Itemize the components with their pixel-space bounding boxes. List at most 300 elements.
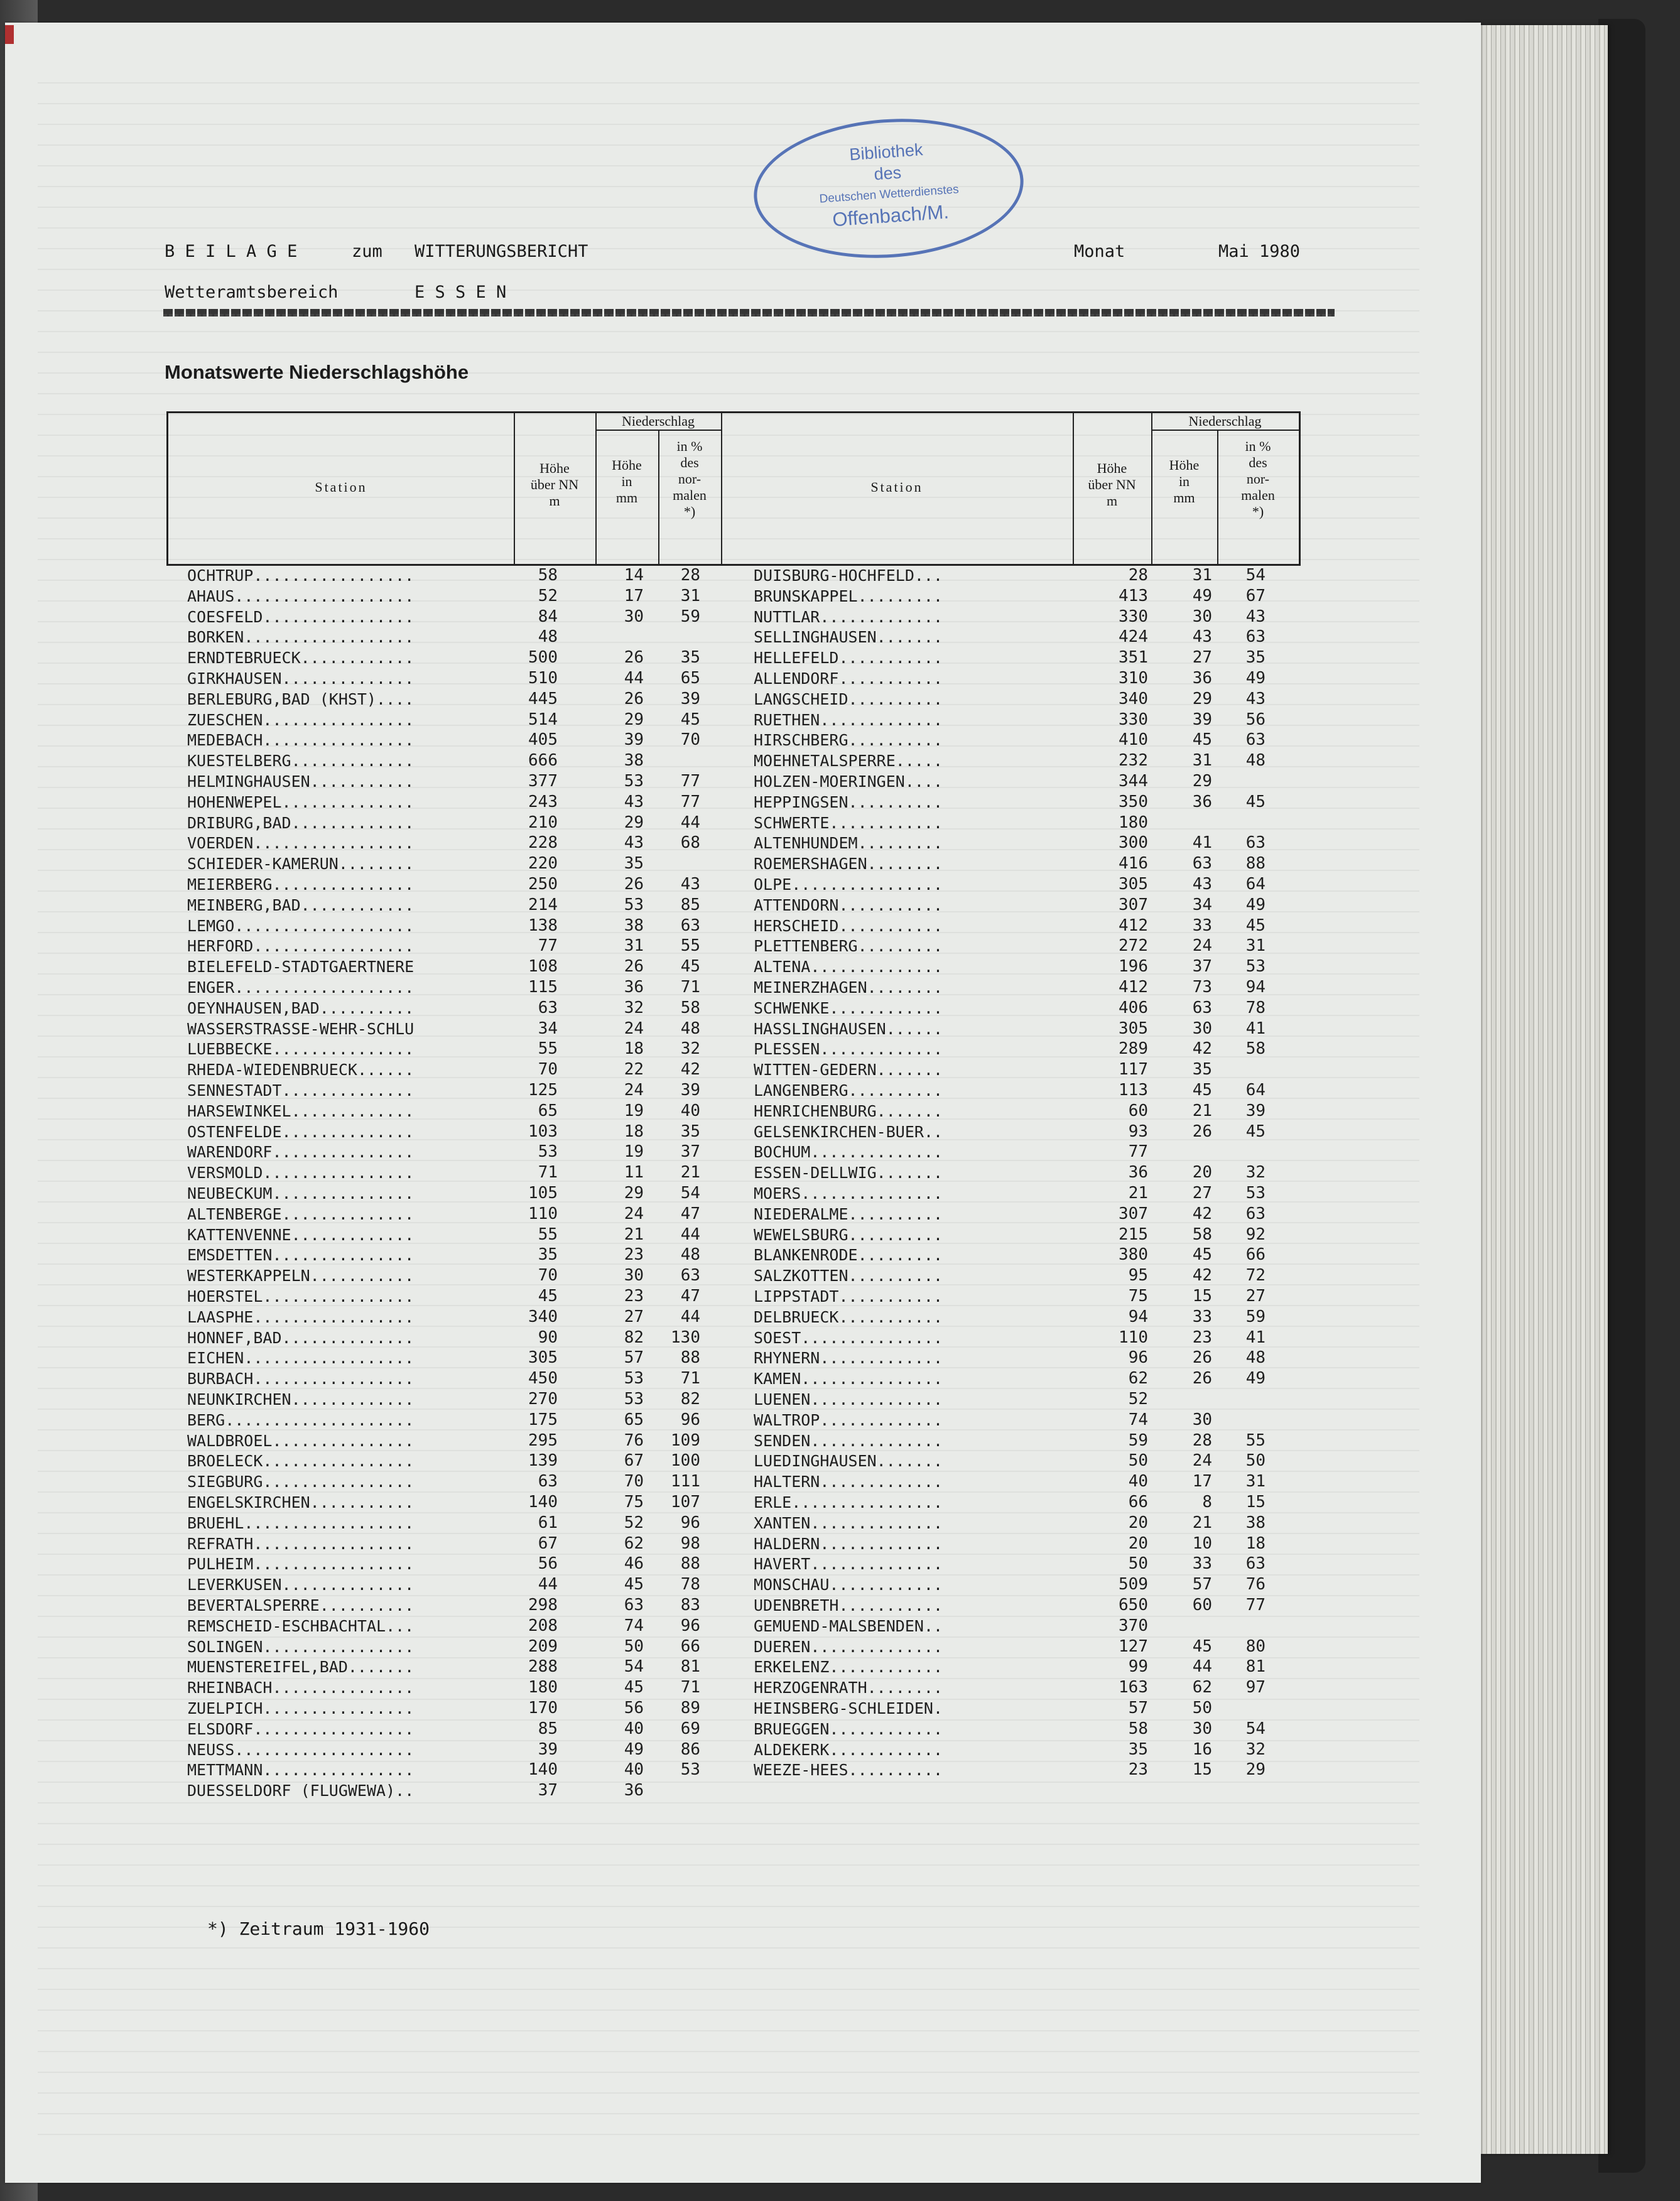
dot-leader: .............. — [281, 1328, 415, 1347]
niederschlag-prozent-value: 45 — [1245, 916, 1265, 935]
niederschlag-prozent-value: 41 — [1245, 1328, 1265, 1347]
station-name — [754, 565, 943, 586]
niederschlag-mm-value: 43 — [624, 833, 644, 853]
hoehe-nn-value: 20 — [1128, 1513, 1148, 1532]
niederschlag-mm-value: 11 — [624, 1163, 644, 1182]
station-label: MONSCHAU — [754, 1576, 830, 1594]
hoehe-nn-value: 450 — [528, 1369, 558, 1388]
station-label: SIEGBURG — [187, 1473, 263, 1491]
station-name — [187, 1059, 414, 1080]
station-label: ERKELENZ — [754, 1658, 830, 1677]
station-name — [187, 853, 414, 874]
niederschlag-prozent-value: 35 — [680, 1122, 700, 1141]
dot-leader: .................... — [225, 1410, 415, 1429]
station-name — [754, 647, 943, 668]
niederschlag-mm-value: 45 — [1192, 1636, 1212, 1656]
dot-leader: ................ — [263, 1287, 415, 1306]
station-name — [187, 956, 414, 977]
station-name — [187, 627, 414, 647]
niederschlag-mm-value: 62 — [1192, 1678, 1212, 1697]
hoehe-nn-value: 180 — [1119, 813, 1148, 832]
station-name — [187, 977, 414, 998]
dot-leader: ................. — [253, 937, 415, 956]
niederschlag-prozent-value: 31 — [1245, 1472, 1265, 1491]
niederschlag-prozent-value: 66 — [680, 1636, 700, 1656]
dot-leader: ............. — [820, 1349, 943, 1368]
station-name — [754, 853, 943, 874]
dot-leader: .......... — [848, 1267, 943, 1285]
niederschlag-prozent-value: 81 — [1245, 1657, 1265, 1677]
dot-leader: ................. — [253, 1307, 415, 1326]
dot-leader: ................. — [253, 1719, 415, 1738]
niederschlag-mm-value: 31 — [1192, 566, 1212, 585]
hoehe-nn-value: 138 — [528, 916, 558, 935]
niederschlag-mm-value: 27 — [624, 1307, 644, 1326]
niederschlag-mm-value: 36 — [624, 1781, 644, 1800]
dot-leader: ......... — [857, 1246, 943, 1265]
niederschlag-prozent-value: 41 — [1245, 1019, 1265, 1038]
station-name — [754, 792, 943, 813]
niederschlag-mm-value: 15 — [1192, 1760, 1212, 1780]
niederschlag-mm-value: 21 — [624, 1225, 644, 1244]
station-label: OEYNHAUSEN,BAD — [187, 998, 320, 1017]
dot-leader: ........... — [838, 895, 943, 914]
dot-leader: ................... — [234, 978, 415, 997]
niederschlag-prozent-value: 53 — [1245, 1184, 1265, 1203]
hoehe-nn-value: 35 — [1128, 1739, 1148, 1759]
hoehe-nn-value: 44 — [538, 1575, 558, 1594]
niederschlag-mm-value: 44 — [624, 669, 644, 688]
niederschlag-prozent-value: 130 — [671, 1328, 700, 1347]
station-name — [187, 1616, 414, 1636]
niederschlag-prozent-value: 39 — [680, 689, 700, 708]
niederschlag-prozent-value: 96 — [680, 1513, 700, 1532]
hoehe-nn-value: 84 — [538, 607, 558, 626]
hoehe-nn-value: 108 — [528, 957, 558, 976]
station-name — [754, 689, 943, 710]
station-name — [754, 1595, 943, 1616]
station-label: SOEST — [754, 1328, 801, 1347]
niederschlag-prozent-value: 96 — [680, 1616, 700, 1635]
dot-leader: ........... — [838, 649, 943, 668]
hoehe-nn-value: 39 — [538, 1739, 558, 1759]
niederschlag-prozent-value: 63 — [680, 1266, 700, 1285]
niederschlag-mm-value: 42 — [1192, 1266, 1212, 1285]
station-name — [754, 1348, 943, 1368]
station-label: HERFORD — [187, 937, 254, 956]
dot-leader: ....... — [876, 1164, 943, 1182]
dot-leader: .......... — [848, 1204, 943, 1223]
station-name — [754, 750, 943, 771]
station-name — [187, 710, 414, 730]
niederschlag-prozent-value: 18 — [1245, 1533, 1265, 1553]
station-name — [754, 1698, 943, 1719]
niederschlag-mm-value: 70 — [624, 1472, 644, 1491]
hoehe-nn-value: 215 — [1119, 1225, 1148, 1244]
hoehe-nn-value: 412 — [1119, 916, 1148, 935]
station-name — [187, 1183, 414, 1204]
niederschlag-mm-value: 65 — [624, 1410, 644, 1429]
hoehe-nn-value: 139 — [528, 1451, 558, 1471]
niederschlag-prozent-value: 63 — [1245, 1554, 1265, 1574]
niederschlag-mm-value: 33 — [1192, 1554, 1212, 1574]
niederschlag-mm-value: 24 — [1192, 1451, 1212, 1471]
station-name — [754, 1719, 943, 1739]
station-name — [187, 1410, 414, 1430]
niederschlag-prozent-value: 32 — [680, 1039, 700, 1059]
hoehe-nn-value: 60 — [1128, 1101, 1148, 1120]
niederschlag-prozent-value: 107 — [671, 1493, 700, 1511]
niederschlag-mm-value: 45 — [1192, 1245, 1212, 1265]
dot-leader: ...... — [886, 1019, 943, 1038]
dot-leader: ........... — [838, 1307, 943, 1326]
hoehe-nn-value: 228 — [528, 833, 558, 853]
station-label: NEUNKIRCHEN — [187, 1390, 291, 1409]
hoehe-nn-value: 208 — [528, 1616, 558, 1635]
station-label: LANGSCHEID — [754, 690, 848, 708]
station-label: UDENBRETH — [754, 1596, 839, 1614]
niederschlag-prozent-value: 15 — [1245, 1493, 1265, 1511]
niederschlag-prozent-value: 98 — [680, 1533, 700, 1553]
dot-leader: ................ — [791, 875, 943, 894]
hoehe-nn-value: 34 — [538, 1019, 558, 1038]
hoehe-nn-value: 220 — [528, 854, 558, 873]
station-label: PLESSEN — [754, 1040, 820, 1059]
niederschlag-mm-value: 42 — [1192, 1039, 1212, 1059]
hoehe-nn-value: 140 — [528, 1493, 558, 1511]
niederschlag-mm-value: 29 — [624, 710, 644, 729]
station-label: RUETHEN — [754, 710, 820, 729]
station-label: RHYNERN — [754, 1349, 820, 1368]
niederschlag-mm-value: 57 — [624, 1348, 644, 1368]
dot-leader: ............. — [291, 1390, 415, 1409]
station-name — [754, 1513, 943, 1533]
dot-leader: ........... — [838, 916, 943, 935]
station-name — [187, 1719, 414, 1739]
header-hoehe-nn-right: Höhe über NN m — [1088, 460, 1136, 509]
station-label: HELLEFELD — [754, 649, 839, 668]
niederschlag-prozent-value: 43 — [1245, 689, 1265, 708]
niederschlag-prozent-value: 45 — [1245, 1122, 1265, 1141]
station-label: ATTENDORN — [754, 895, 839, 914]
niederschlag-prozent-value: 63 — [680, 916, 700, 935]
station-label: REMSCHEID-ESCHBACHTAL — [187, 1616, 386, 1635]
station-label: ZUELPICH — [187, 1699, 263, 1717]
hoehe-nn-value: 232 — [1119, 751, 1148, 771]
dot-leader: ............. — [291, 752, 415, 771]
dot-leader: ............... — [272, 1679, 415, 1697]
footnote: *) Zeitraum 1931-1960 — [207, 1918, 430, 1939]
dot-leader: . — [933, 1699, 943, 1717]
hoehe-nn-value: 298 — [528, 1596, 558, 1614]
niederschlag-prozent-value: 78 — [1245, 998, 1265, 1017]
station-name — [187, 1657, 414, 1677]
station-label: MEINERZHAGEN — [754, 978, 867, 997]
niederschlag-mm-value: 21 — [1192, 1101, 1212, 1120]
niederschlag-mm-value: 17 — [624, 586, 644, 605]
station-label: LANGENBERG — [754, 1081, 848, 1100]
niederschlag-mm-value: 22 — [624, 1060, 644, 1079]
niederschlag-prozent-value: 82 — [680, 1390, 700, 1409]
station-label: SCHWENKE — [754, 998, 830, 1017]
hoehe-nn-value: 406 — [1119, 998, 1148, 1017]
station-name — [754, 607, 943, 627]
station-label: ROEMERSHAGEN — [754, 855, 867, 873]
niederschlag-prozent-value: 40 — [680, 1101, 700, 1120]
niederschlag-prozent-value: 85 — [680, 895, 700, 914]
station-label: BLANKENRODE — [754, 1246, 858, 1265]
niederschlag-prozent-value: 58 — [1245, 1039, 1265, 1059]
table-header — [166, 411, 1301, 566]
station-name — [187, 689, 414, 710]
niederschlag-prozent-value: 86 — [680, 1739, 700, 1759]
niederschlag-mm-value: 23 — [1192, 1328, 1212, 1347]
dot-leader: ............. — [820, 1473, 943, 1491]
hoehe-nn-value: 115 — [528, 978, 558, 997]
niederschlag-mm-value: 29 — [1192, 689, 1212, 708]
station-label: LAASPHE — [187, 1307, 254, 1326]
dot-leader: .............. — [281, 1204, 415, 1223]
dot-leader: ........ — [338, 855, 415, 873]
niederschlag-prozent-value: 49 — [1245, 895, 1265, 914]
station-name — [187, 1307, 414, 1328]
niederschlag-mm-value: 36 — [1192, 669, 1212, 688]
station-name — [754, 813, 943, 833]
niederschlag-prozent-value: 109 — [671, 1430, 700, 1450]
niederschlag-mm-value: 36 — [624, 978, 644, 997]
niederschlag-prozent-value: 54 — [1245, 566, 1265, 585]
dot-leader: ............... — [272, 1143, 415, 1162]
niederschlag-mm-value: 27 — [1192, 648, 1212, 668]
niederschlag-mm-value: 63 — [624, 1596, 644, 1614]
station-label: HOHENWEPEL — [187, 792, 282, 811]
niederschlag-prozent-value: 70 — [680, 730, 700, 750]
station-label: WARENDORF — [187, 1143, 273, 1162]
niederschlag-mm-value: 29 — [1192, 772, 1212, 791]
niederschlag-prozent-value: 21 — [680, 1163, 700, 1182]
niederschlag-prozent-value: 43 — [1245, 607, 1265, 626]
station-name — [754, 1451, 943, 1471]
hoehe-nn-value: 350 — [1119, 792, 1148, 811]
dot-leader: ............. — [291, 1101, 415, 1120]
hoehe-nn-value: 62 — [1128, 1369, 1148, 1388]
niederschlag-prozent-value: 48 — [1245, 751, 1265, 771]
niederschlag-prozent-value: 88 — [680, 1348, 700, 1368]
bereich-label: Wetteramtsbereich — [165, 283, 339, 302]
hoehe-nn-value: 270 — [528, 1390, 558, 1409]
station-name — [754, 1019, 943, 1039]
station-label: DUESSELDORF (FLUGWEWA) — [187, 1782, 396, 1800]
station-label: DUEREN — [754, 1637, 811, 1656]
station-label: NUTTLAR — [754, 607, 820, 626]
dot-leader: ............ — [829, 1658, 943, 1677]
niederschlag-mm-value: 31 — [1192, 751, 1212, 771]
station-label: OLPE — [754, 875, 792, 894]
hoehe-nn-value: 424 — [1119, 627, 1148, 647]
niederschlag-mm-value: 28 — [1192, 1430, 1212, 1450]
station-name — [754, 1328, 943, 1348]
dot-leader: .............. — [810, 958, 943, 976]
dot-leader: .......... — [848, 731, 943, 750]
niederschlag-mm-value: 43 — [1192, 627, 1212, 647]
station-name — [187, 1019, 414, 1039]
hoehe-nn-value: 209 — [528, 1636, 558, 1656]
dot-leader: .......... — [848, 1225, 943, 1244]
dot-leader: ......... — [857, 834, 943, 853]
hoehe-nn-value: 243 — [528, 792, 558, 811]
station-label: BROELECK — [187, 1452, 263, 1471]
niederschlag-prozent-value: 67 — [1245, 586, 1265, 605]
dot-leader: ................ — [263, 1699, 415, 1717]
niederschlag-prozent-value: 69 — [680, 1719, 700, 1738]
station-label: VOERDEN — [187, 834, 254, 853]
dot-leader: ............... — [801, 1370, 943, 1388]
niederschlag-prozent-value: 80 — [1245, 1636, 1265, 1656]
niederschlag-prozent-value: 63 — [1245, 627, 1265, 647]
station-name — [187, 1204, 414, 1225]
niederschlag-prozent-value: 38 — [1245, 1513, 1265, 1532]
bericht-label: WITTERUNGSBERICHT — [415, 242, 588, 261]
dot-leader: ... — [914, 566, 943, 585]
station-name — [754, 1225, 943, 1245]
station-name — [187, 1554, 414, 1574]
niederschlag-mm-value: 18 — [624, 1122, 644, 1141]
niederschlag-prozent-value: 44 — [680, 813, 700, 832]
niederschlag-mm-value: 58 — [1192, 1225, 1212, 1244]
hoehe-nn-value: 330 — [1119, 710, 1148, 729]
niederschlag-mm-value: 30 — [1192, 1410, 1212, 1429]
hoehe-nn-value: 103 — [528, 1122, 558, 1141]
dot-leader: .............. — [810, 1390, 943, 1409]
hoehe-nn-value: 93 — [1128, 1122, 1148, 1141]
hoehe-nn-value: 340 — [528, 1307, 558, 1326]
dot-leader: ............ — [300, 649, 415, 668]
niederschlag-prozent-value: 45 — [1245, 792, 1265, 811]
station-name — [754, 1101, 943, 1122]
station-label: WALTROP — [754, 1410, 820, 1429]
station-name — [754, 1204, 943, 1225]
niederschlag-mm-value: 38 — [624, 916, 644, 935]
station-name — [754, 1368, 943, 1389]
hoehe-nn-value: 110 — [528, 1204, 558, 1223]
niederschlag-prozent-value: 66 — [1245, 1245, 1265, 1265]
hoehe-nn-value: 77 — [1128, 1142, 1148, 1162]
station-name — [187, 1533, 414, 1554]
station-label: NIEDERALME — [754, 1204, 848, 1223]
station-name — [187, 668, 414, 689]
dot-leader: ............. — [820, 710, 943, 729]
niederschlag-prozent-value: 42 — [680, 1060, 700, 1079]
niederschlag-mm-value: 53 — [624, 772, 644, 791]
hoehe-nn-value: 214 — [528, 895, 558, 914]
station-label: MOEHNETALSPERRE — [754, 752, 896, 771]
station-name — [754, 1430, 943, 1451]
station-name — [754, 936, 943, 956]
niederschlag-mm-value: 30 — [624, 1266, 644, 1285]
niederschlag-prozent-value: 35 — [680, 648, 700, 668]
hoehe-nn-value: 59 — [1128, 1430, 1148, 1450]
dot-leader: ............. — [291, 813, 415, 832]
niederschlag-prozent-value: 27 — [1245, 1287, 1265, 1306]
niederschlag-prozent-value: 59 — [680, 607, 700, 626]
station-name — [187, 998, 414, 1019]
niederschlag-prozent-value: 31 — [1245, 936, 1265, 956]
station-name — [754, 1616, 943, 1636]
dot-leader: ......... — [857, 587, 943, 605]
dot-leader: ................... — [234, 1740, 415, 1759]
hoehe-nn-value: 330 — [1119, 607, 1148, 626]
hoehe-nn-value: 416 — [1119, 854, 1148, 873]
station-label: NEUBECKUM — [187, 1184, 273, 1203]
dot-leader: ............ — [829, 813, 943, 832]
station-label: BOCHUM — [754, 1143, 811, 1162]
hoehe-nn-value: 170 — [528, 1699, 558, 1717]
station-label: HONNEF,BAD — [187, 1328, 282, 1347]
hoehe-nn-value: 66 — [1128, 1493, 1148, 1511]
page-title: Monatswerte Niederschlagshöhe — [165, 361, 469, 383]
station-name — [187, 1513, 414, 1533]
niederschlag-mm-value: 39 — [1192, 710, 1212, 729]
station-label: LEVERKUSEN — [187, 1576, 282, 1594]
niederschlag-mm-value: 60 — [1192, 1596, 1212, 1614]
niederschlag-prozent-value: 63 — [1245, 1204, 1265, 1223]
niederschlag-mm-value: 21 — [1192, 1513, 1212, 1532]
niederschlag-mm-value: 45 — [1192, 730, 1212, 750]
station-name — [754, 998, 943, 1019]
station-label: ESSEN-DELLWIG — [754, 1164, 877, 1182]
hoehe-nn-value: 180 — [528, 1678, 558, 1697]
station-name — [754, 1059, 943, 1080]
dot-leader: ............ — [300, 895, 415, 914]
hoehe-nn-value: 412 — [1119, 978, 1148, 997]
hoehe-nn-value: 35 — [538, 1245, 558, 1265]
station-name — [754, 1286, 943, 1307]
niederschlag-mm-value: 43 — [624, 792, 644, 811]
niederschlag-mm-value: 62 — [624, 1533, 644, 1553]
niederschlag-mm-value: 49 — [1192, 586, 1212, 605]
niederschlag-prozent-value: 35 — [1245, 648, 1265, 668]
station-label: GELSENKIRCHEN-BUER — [754, 1122, 924, 1141]
hoehe-nn-value: 445 — [528, 689, 558, 708]
niederschlag-mm-value: 45 — [624, 1678, 644, 1697]
station-label: HEINSBERG-SCHLEIDEN — [754, 1699, 933, 1717]
niederschlag-mm-value: 54 — [624, 1657, 644, 1677]
dot-leader: .. — [923, 1616, 943, 1635]
niederschlag-prozent-value: 92 — [1245, 1225, 1265, 1244]
dot-leader: ........... — [310, 1267, 415, 1285]
niederschlag-mm-value: 17 — [1192, 1472, 1212, 1491]
niederschlag-prozent-value: 96 — [680, 1410, 700, 1429]
station-label: RHEINBACH — [187, 1679, 273, 1697]
station-label: BERLEBURG,BAD (KHST) — [187, 690, 377, 708]
dot-leader: ........... — [310, 772, 415, 791]
niederschlag-mm-value: 26 — [624, 875, 644, 894]
station-label: EICHEN — [187, 1349, 244, 1368]
zum-label: zum — [352, 242, 382, 261]
niederschlag-prozent-value: 68 — [680, 833, 700, 853]
dot-leader: ........... — [310, 1493, 415, 1511]
station-label: HIRSCHBERG — [754, 731, 848, 750]
dot-leader: ....... — [876, 1452, 943, 1471]
station-name — [754, 1162, 943, 1183]
station-label: OSTENFELDE — [187, 1122, 282, 1141]
station-name — [754, 1080, 943, 1101]
niederschlag-mm-value: 23 — [624, 1287, 644, 1306]
station-label: KAMEN — [754, 1370, 801, 1388]
niederschlag-mm-value: 26 — [624, 648, 644, 668]
station-label: OCHTRUP — [187, 566, 254, 585]
station-label: ENGELSKIRCHEN — [187, 1493, 310, 1511]
